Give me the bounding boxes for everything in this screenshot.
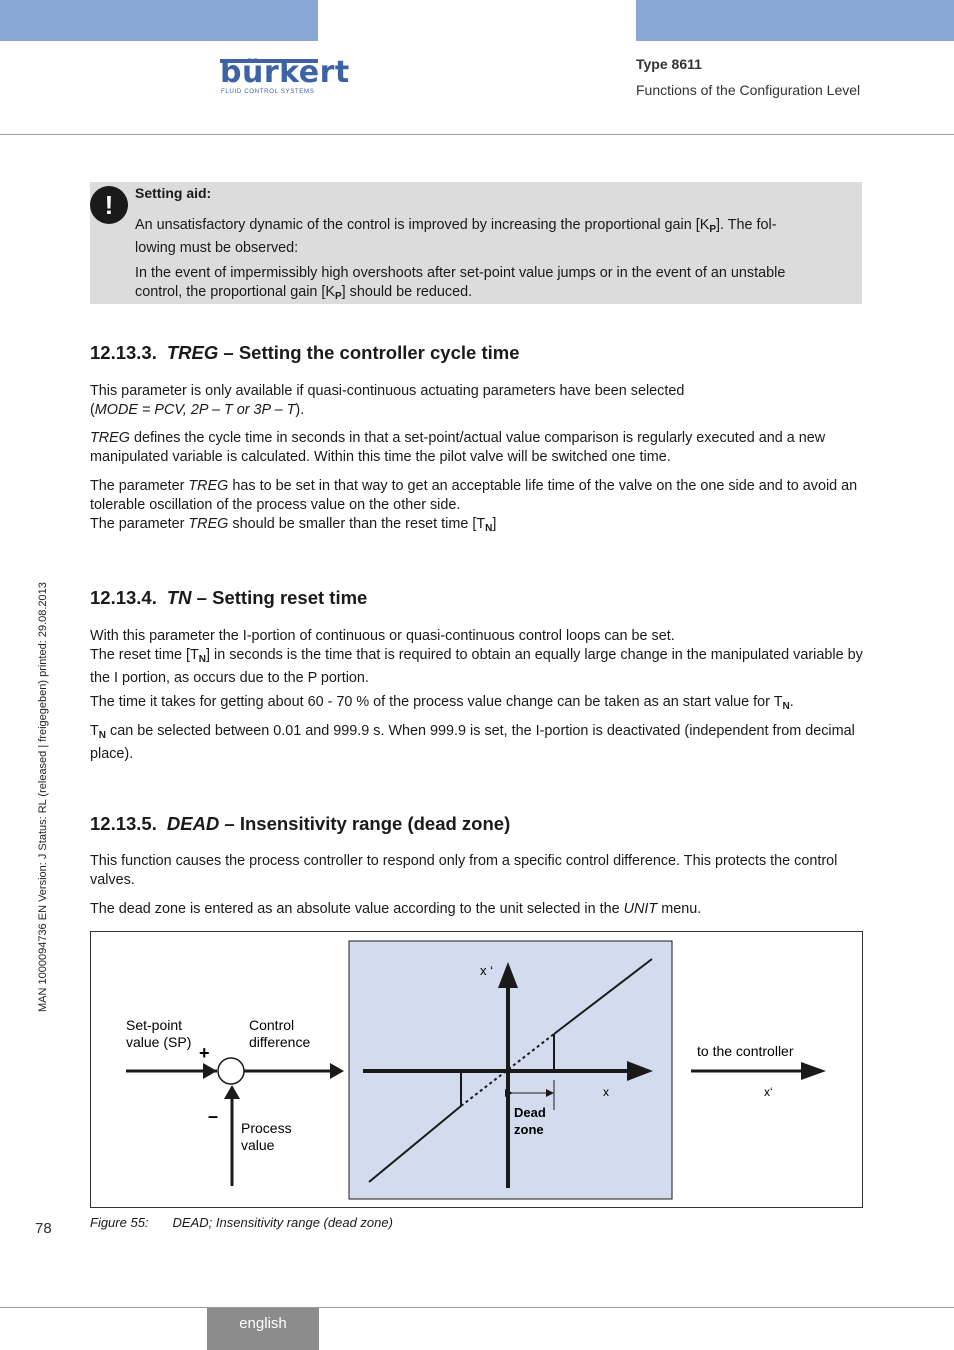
document-meta-sidebar: MAN 1000094736 EN Version: J Status: RL (released | freigegeben) printed: 29.08.2013 — [37, 582, 49, 1012]
minus-sign: – — [208, 1106, 219, 1126]
header-bar-left — [0, 0, 318, 41]
figure-caption: Figure 55: DEAD; Insensitivity range (dead zone) — [90, 1215, 393, 1230]
process-value-label-line2: value — [241, 1137, 275, 1153]
dead-paragraph-1: This function causes the process controller to respond only from a specific control difference. This protects the control valves. — [90, 853, 838, 888]
section-heading-treg: 12.13.3. TREG – Setting the controller cycle time — [90, 342, 520, 363]
treg-paragraph-2: TREG defines the cycle time in seconds in that a set-point/actual value comparison is regularly executed and a new manipulated variable is calculated. Within this time the pilot valve will be switched one time. — [90, 430, 826, 465]
setting-aid-title: Setting aid: — [135, 185, 212, 201]
footer-divider — [0, 1307, 954, 1308]
tn-paragraph-2: The time it takes for getting about 60 - 70 % of the process value change can be taken as an start value for $T_N$. — [90, 694, 794, 712]
output-label: x‘ — [764, 1085, 773, 1099]
brand-logo: bürkert — [220, 55, 350, 90]
language-tab: english — [207, 1308, 319, 1350]
tn-paragraph-1: With this parameter the I-portion of continuous or quasi-continuous control loops can be set. The reset time $[T_N]$ in seconds is the time that is required to obtain an equally large change in the manipulated variable by the I portion, as occurs due to the P portion. — [90, 628, 863, 686]
process-value-arrowhead — [224, 1085, 240, 1099]
doc-subtitle: Functions of the Configuration Level — [636, 82, 861, 98]
treg-paragraph-3: The parameter TREG has to be set in that way to get an acceptable life time of the valve on the one side and to avoid an tolerable oscillation of the process value on the other side. The parameter TREG should be smaller than the reset time $[T_N]$ — [90, 478, 858, 534]
brand-tagline: FLUID CONTROL SYSTEMS — [221, 88, 315, 95]
to-controller-label: to the controller — [697, 1043, 794, 1059]
setting-aid-paragraph-1: An unsatisfactory dynamic of the control is improved by increasing the proportional gain $[K_P]$. The fol- lowing must be observed: — [135, 217, 777, 256]
plus-sign: + — [199, 1043, 210, 1063]
control-difference-label-line2: difference — [249, 1034, 311, 1050]
warning-exclamation-icon: ! — [90, 186, 128, 224]
control-difference-label-line1: Control — [249, 1017, 295, 1033]
summing-junction — [218, 1058, 244, 1084]
header-bar-right — [636, 0, 954, 41]
dead-zone-label-line1: Dead — [514, 1105, 546, 1120]
treg-paragraph-1: This parameter is only available if quasi-continuous actuating parameters have been selected (MODE = PCV, 2P – T or 3P – T). — [90, 383, 685, 418]
setpoint-label-line2: value (SP) — [126, 1034, 192, 1050]
control-difference-arrowhead — [330, 1063, 344, 1079]
setting-aid-paragraph-2: In the event of impermissibly high overshoots after set-point value jumps or in the event of an unstable control, the proportional gain $[K_P]$ should be reduced. — [135, 265, 786, 302]
section-heading-dead: 12.13.5. DEAD – Insensitivity range (dead zone) — [90, 813, 511, 834]
x-axis-label: x — [603, 1085, 609, 1099]
tn-paragraph-3: $T_N$ can be selected between 0.01 and 999.9 s. When 999.9 is set, the I-portion is deactivated (independent from decimal place). — [90, 723, 855, 762]
page-number: 78 — [35, 1220, 52, 1237]
y-axis-label: x ‘ — [480, 963, 493, 978]
doc-type: Type 8611 — [636, 56, 702, 72]
header-divider — [0, 134, 954, 135]
dead-paragraph-2: The dead zone is entered as an absolute value according to the unit selected in the UNIT menu. — [90, 901, 702, 917]
setpoint-arrowhead — [203, 1063, 217, 1079]
dead-zone-label-line2: zone — [514, 1122, 544, 1137]
process-value-label-line1: Process — [241, 1120, 292, 1136]
dead-zone-diagram — [91, 932, 862, 1207]
figure-dead-zone — [90, 931, 863, 1208]
output-arrowhead — [801, 1062, 826, 1080]
setpoint-label-line1: Set-point — [126, 1017, 183, 1033]
section-heading-tn: 12.13.4. TN – Setting reset time — [90, 587, 368, 608]
